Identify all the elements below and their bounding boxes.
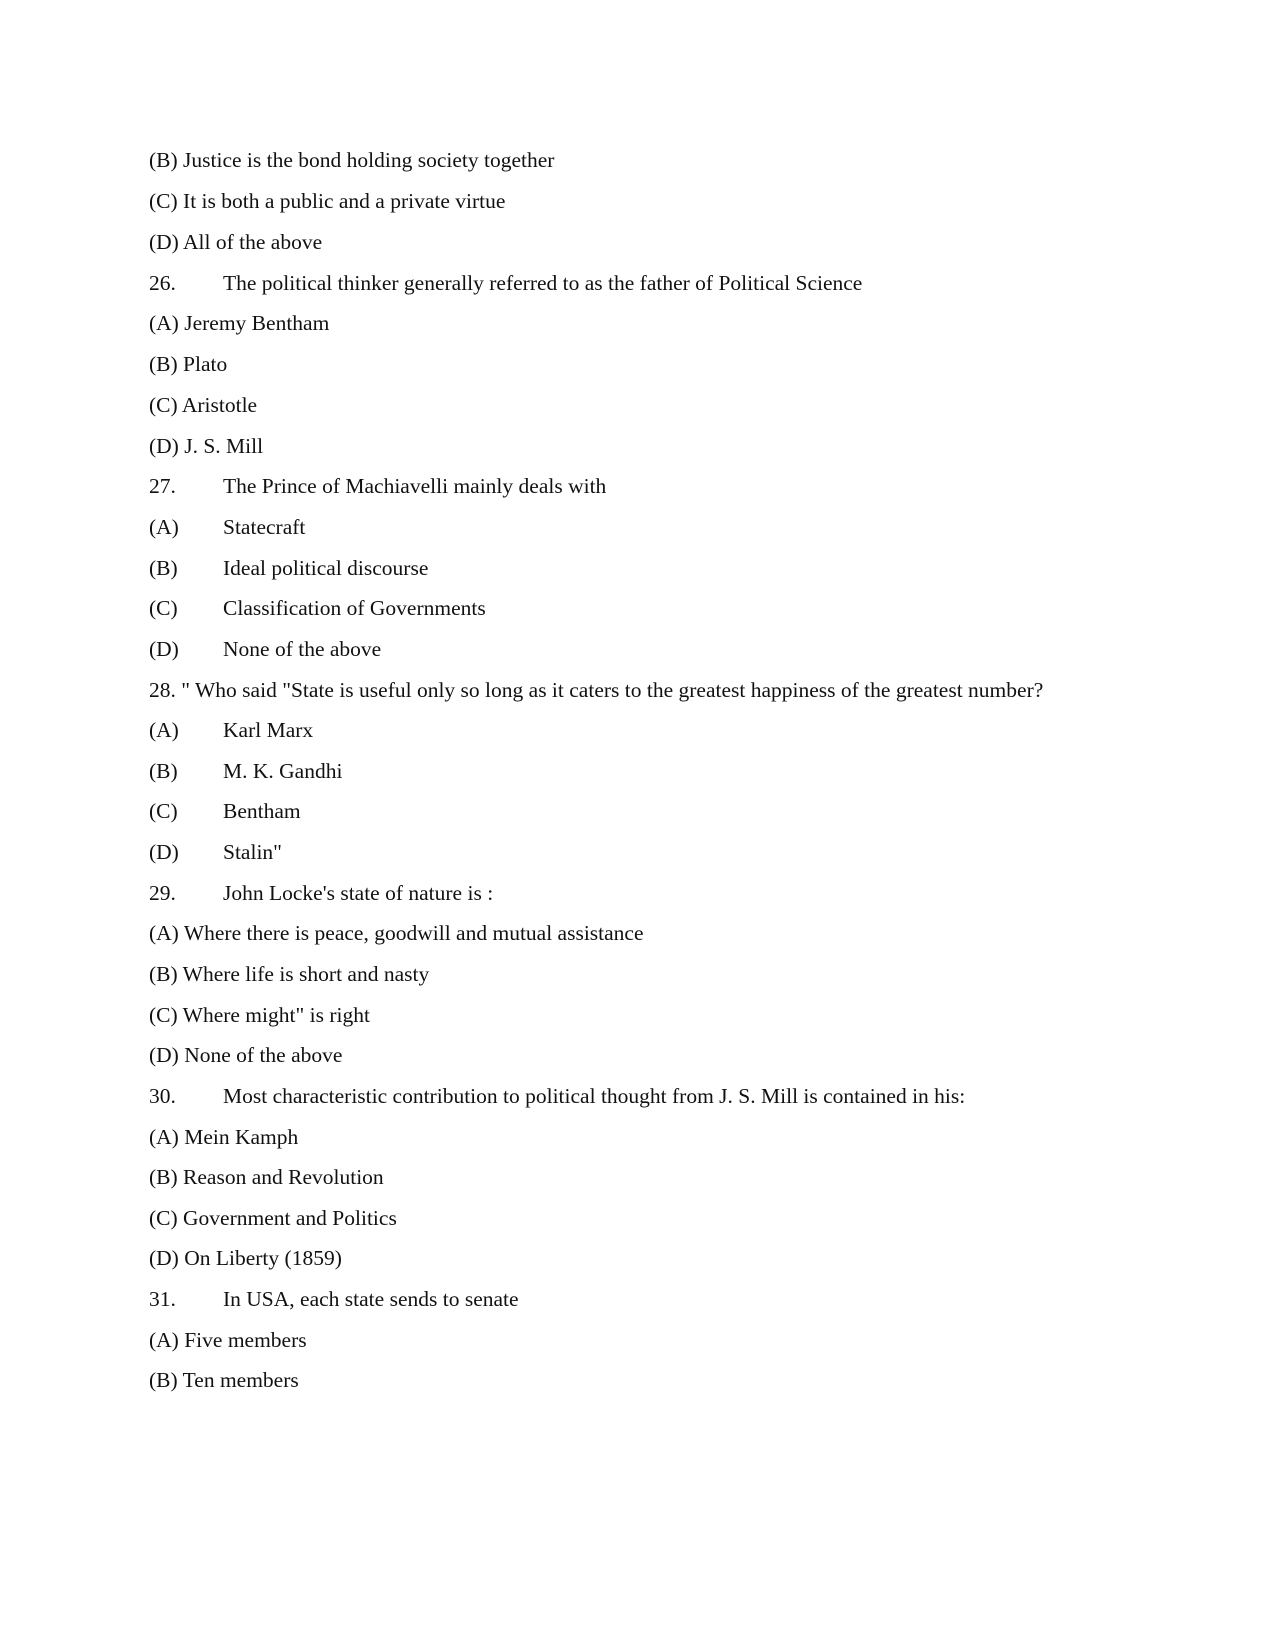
q26-option-c: (C) Aristotle bbox=[149, 393, 258, 417]
q29-text: John Locke's state of nature is : bbox=[223, 881, 494, 905]
q31-option-a: (A) Five members bbox=[149, 1328, 307, 1352]
q27-option-b bbox=[149, 555, 428, 581]
q27-option-a-label: (A) bbox=[149, 515, 179, 539]
q29-option-c: (C) Where might" is right bbox=[149, 1003, 370, 1027]
q28-option-c bbox=[149, 798, 301, 824]
q29-question bbox=[149, 880, 493, 906]
q27-option-d-text: None of the above bbox=[223, 637, 382, 661]
q27-option-c-label: (C) bbox=[149, 596, 178, 620]
q29-number: 29. bbox=[149, 881, 176, 905]
q27-question bbox=[149, 473, 606, 499]
q27-option-b-text: Ideal political discourse bbox=[223, 556, 429, 580]
q31-text: In USA, each state sends to senate bbox=[223, 1287, 519, 1311]
q25-option-c: (C) It is both a public and a private virtue bbox=[149, 189, 506, 213]
q26-question bbox=[149, 270, 862, 296]
q27-number: 27. bbox=[149, 474, 176, 498]
q30-number: 30. bbox=[149, 1084, 176, 1108]
q28-option-d bbox=[149, 839, 282, 865]
q26-number: 26. bbox=[149, 271, 176, 295]
q28-option-a-text: Karl Marx bbox=[223, 718, 314, 742]
q26-text: The political thinker generally referred to as the father of Political Science bbox=[223, 271, 863, 295]
q27-option-d bbox=[149, 636, 381, 662]
q28-option-d-text: Stalin" bbox=[223, 840, 282, 864]
q26-option-b: (B) Plato bbox=[149, 352, 228, 376]
q31-option-b: (B) Ten members bbox=[149, 1368, 299, 1392]
q25-option-b: (B) Justice is the bond holding society together bbox=[149, 148, 555, 172]
q25-option-d: (D) All of the above bbox=[149, 230, 323, 254]
q27-option-a bbox=[149, 514, 305, 540]
q28-option-a bbox=[149, 717, 313, 743]
q26-option-d: (D) J. S. Mill bbox=[149, 434, 264, 458]
q29-option-b: (B) Where life is short and nasty bbox=[149, 962, 430, 986]
q29-option-a: (A) Where there is peace, goodwill and mutual assistance bbox=[149, 921, 644, 945]
q28-question: 28. " Who said "State is useful only so long as it caters to the greatest happiness of the greatest number? bbox=[149, 678, 1044, 702]
q28-option-c-text: Bentham bbox=[223, 799, 301, 823]
q27-text: The Prince of Machiavelli mainly deals with bbox=[223, 474, 607, 498]
q29-option-d: (D) None of the above bbox=[149, 1043, 343, 1067]
q28-option-d-label: (D) bbox=[149, 840, 179, 864]
q30-option-c: (C) Government and Politics bbox=[149, 1206, 397, 1230]
q26-option-a: (A) Jeremy Bentham bbox=[149, 311, 330, 335]
q30-option-d: (D) On Liberty (1859) bbox=[149, 1246, 342, 1270]
q30-text: Most characteristic contribution to political thought from J. S. Mill is contained in his: bbox=[223, 1084, 966, 1108]
q31-number: 31. bbox=[149, 1287, 176, 1311]
q27-option-c-text: Classification of Governments bbox=[223, 596, 486, 620]
q27-option-a-text: Statecraft bbox=[223, 515, 306, 539]
q27-option-c bbox=[149, 595, 486, 621]
q30-question bbox=[149, 1083, 965, 1109]
q28-option-b-label: (B) bbox=[149, 759, 178, 783]
q30-option-b: (B) Reason and Revolution bbox=[149, 1165, 384, 1189]
q27-option-b-label: (B) bbox=[149, 556, 178, 580]
q30-option-a: (A) Mein Kamph bbox=[149, 1125, 299, 1149]
q28-option-a-label: (A) bbox=[149, 718, 179, 742]
q28-option-b-text: M. K. Gandhi bbox=[223, 759, 343, 783]
q31-question bbox=[149, 1286, 519, 1312]
q28-option-c-label: (C) bbox=[149, 799, 178, 823]
q27-option-d-label: (D) bbox=[149, 637, 179, 661]
q28-option-b bbox=[149, 758, 342, 784]
